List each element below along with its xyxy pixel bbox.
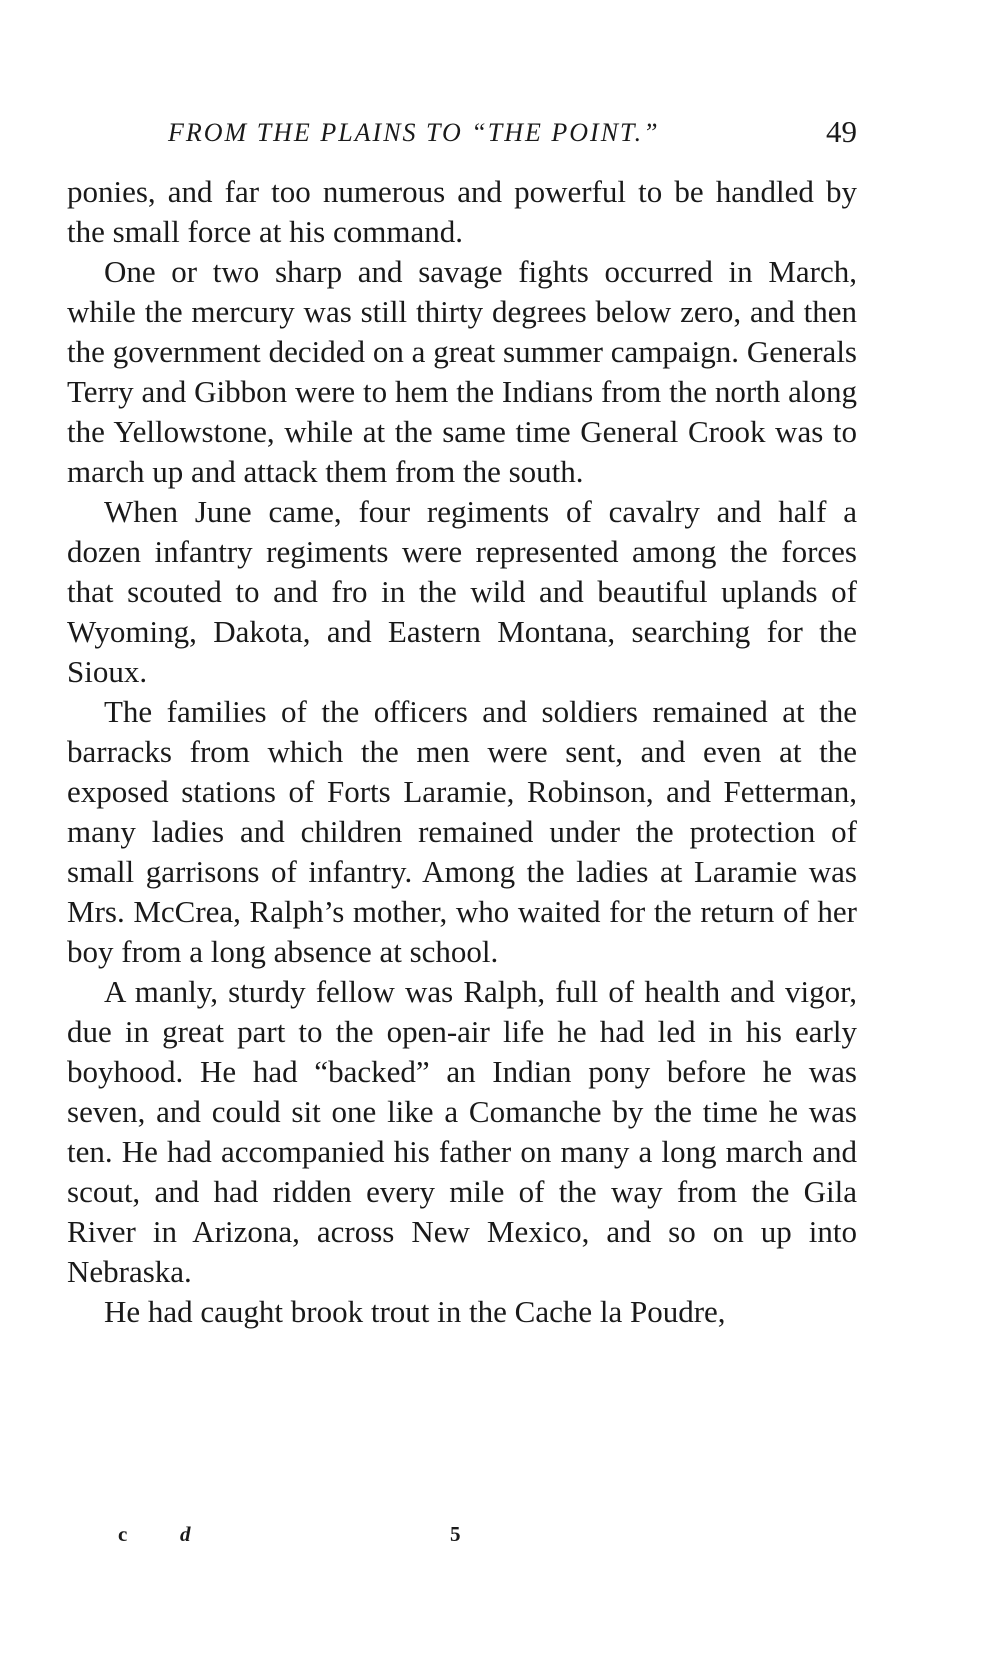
paragraph: The families of the officers and soldiers remained at the barracks from which the men were sent, and even at the exposed stations of Forts Laramie, Robinson, and Fetterman, many ladies and children remained under the protection of small garrisons of infantry. Among the ladies at Laramie was Mrs. McCrea, Ralph’s mother, who waited for the return of her boy from a long absence at school. — [67, 694, 857, 969]
paragraph: When June came, four regiments of cavalry and half a dozen infantry regiments were represented among the forces that scouted to and fro in the wild and beautiful uplands of Wyoming, Dakota, and Eastern Montana, searching for the Sioux. — [67, 494, 857, 689]
signature-number: 5 — [450, 1522, 461, 1546]
page-number: 49 — [826, 114, 857, 149]
paragraph: One or two sharp and savage fights occurred in March, while the mercury was still thirty degrees below zero, and then the government decided on a great summer campaign. Generals Terry and Gibbon were to hem the Indians from the north along the Yellowstone, while at the same time General Crook was to march up and attack them from the south. — [67, 254, 857, 489]
running-title: FROM THE PLAINS TO “THE POINT.” — [168, 118, 660, 147]
signature-mark-d: d — [180, 1522, 191, 1546]
body-text — [67, 172, 857, 1332]
paragraph: A manly, sturdy fellow was Ralph, full of health and vigor, due in great part to the open-air life he had led in his early boyhood. He had “backed” an Indian pony before he was seven, and could sit one like a Comanche by the time he was ten. He had accompanied his father on many a long march and scout, and had ridden every mile of the way from the Gila River in Arizona, across New Mexico, and so on up into Nebraska. — [67, 974, 857, 1289]
signature-mark-c: c — [118, 1522, 128, 1546]
page-footer — [0, 1522, 1000, 1552]
paragraph-continued: ponies, and far too numerous and powerful to be handled by the small force at his command. — [67, 174, 857, 249]
paragraph-last: He had caught brook trout in the Cache la Poudre, — [104, 1294, 726, 1329]
page-header — [0, 114, 1000, 154]
